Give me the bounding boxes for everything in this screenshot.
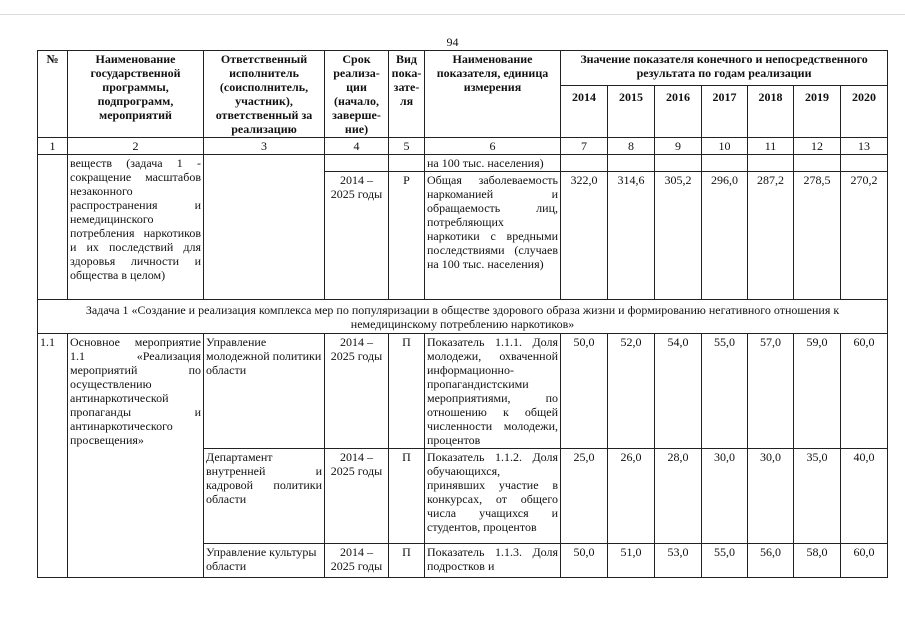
value-cell: 270,2: [841, 172, 888, 300]
executor-cell: Управление молодежной политики области: [204, 334, 325, 449]
column-number-row: [38, 138, 888, 155]
value-cell: 57,0: [748, 334, 794, 449]
column-number: 9: [655, 138, 702, 155]
measure-num: 1.1: [38, 334, 68, 578]
column-number: 5: [389, 138, 425, 155]
column-number: 8: [608, 138, 655, 155]
value-cell: 296,0: [702, 172, 748, 300]
header-term: Срок реализа-ции (начало, заверше-ние): [325, 51, 389, 138]
indicator-cell: Показатель 1.1.1. Доля молодежи, охваченной информационно-пропагандистскими мероприятиями, по отношению к общей численности молодежи, процентов: [425, 334, 561, 449]
value-cell: 30,0: [702, 449, 748, 544]
value-cell: 52,0: [608, 334, 655, 449]
continued-program-name: веществ (задача 1 - сокращение масштабов незаконного распространения и немедицинского потребления наркотиков и их последствий для здоровья личности и общества в целом): [68, 155, 204, 300]
executor-cell: Департамент внутренней и кадровой политики области: [204, 449, 325, 544]
column-number: 12: [794, 138, 841, 155]
value-cell: 50,0: [561, 334, 608, 449]
task-row: [38, 300, 888, 334]
measure-name: Основное мероприятие 1.1 «Реализация мероприятий по осуществлению антинаркотической пропаганды и антинаркотического просвещения»: [68, 334, 204, 578]
header-kind: Вид пока-зате-ля: [389, 51, 425, 138]
header-num: №: [38, 51, 68, 138]
value-cell: 51,0: [608, 544, 655, 578]
column-number: 1: [38, 138, 68, 155]
value-cell: 50,0: [561, 544, 608, 578]
value-cell: 59,0: [794, 334, 841, 449]
value-cell: 314,6: [608, 172, 655, 300]
term-cell: 2014 – 2025 годы: [325, 449, 389, 544]
continued-row-tail: [38, 155, 888, 172]
measure-row: [38, 334, 888, 449]
header-executor: Ответственный исполнитель (соисполнитель, участник), ответственный за реализацию: [204, 51, 325, 138]
column-number: 10: [702, 138, 748, 155]
value-cell: 278,5: [794, 172, 841, 300]
value-cell: 322,0: [561, 172, 608, 300]
value-cell: 55,0: [702, 544, 748, 578]
value-cell: 287,2: [748, 172, 794, 300]
task-title: Задача 1 «Создание и реализация комплекса мер по популяризации в обществе здорового образа жизни и формированию негативного отношения к немедицинскому потреблению наркотиков»: [38, 300, 888, 334]
header-year: 2015: [608, 86, 655, 138]
term-cell: 2014 – 2025 годы: [325, 172, 389, 300]
header-year: 2019: [794, 86, 841, 138]
value-cell: 58,0: [794, 544, 841, 578]
value-cell: 26,0: [608, 449, 655, 544]
value-cell: 60,0: [841, 544, 888, 578]
value-cell: 55,0: [702, 334, 748, 449]
value-cell: 28,0: [655, 449, 702, 544]
page-number: 94: [446, 35, 459, 49]
header-year: 2017: [702, 86, 748, 138]
value-cell: 40,0: [841, 449, 888, 544]
indicator-cell: Показатель 1.1.2. Доля обучающихся, принявших участие в конкурсах, от общего числа учащихся и студентов, процентов: [425, 449, 561, 544]
column-number: 13: [841, 138, 888, 155]
header-year: 2016: [655, 86, 702, 138]
header-name: Наименование государственной программы, подпрограмм, мероприятий: [68, 51, 204, 138]
column-number: 6: [425, 138, 561, 155]
scan-edge-line: [0, 14, 905, 15]
term-cell: 2014 – 2025 годы: [325, 334, 389, 449]
header-row: [38, 51, 888, 86]
kind-cell: Р: [389, 172, 425, 300]
indicator-cell: Общая заболеваемость наркоманией и обращаемость лиц, потребляющих наркотики с вредными последствиями (случаев на 100 тыс. населения): [425, 172, 561, 300]
header-year: 2018: [748, 86, 794, 138]
indicator-cell: Показатель 1.1.3. Доля подростков и: [425, 544, 561, 578]
value-cell: 35,0: [794, 449, 841, 544]
term-cell: 2014 – 2025 годы: [325, 544, 389, 578]
column-number: 7: [561, 138, 608, 155]
value-cell: 53,0: [655, 544, 702, 578]
column-number: 4: [325, 138, 389, 155]
header-year: 2020: [841, 86, 888, 138]
value-cell: 54,0: [655, 334, 702, 449]
value-cell: 56,0: [748, 544, 794, 578]
header-year: 2014: [561, 86, 608, 138]
value-cell: 60,0: [841, 334, 888, 449]
header-indicator: Наименование показателя, единица измерения: [425, 51, 561, 138]
executor-cell: Управление культуры области: [204, 544, 325, 578]
kind-cell: П: [389, 544, 425, 578]
column-number: 3: [204, 138, 325, 155]
kind-cell: П: [389, 334, 425, 449]
column-number: 2: [68, 138, 204, 155]
indicators-table: [37, 50, 888, 578]
value-cell: 305,2: [655, 172, 702, 300]
column-number: 11: [748, 138, 794, 155]
value-cell: 30,0: [748, 449, 794, 544]
header-values-group: Значение показателя конечного и непосредственного результата по годам реализации: [561, 51, 888, 86]
kind-cell: П: [389, 449, 425, 544]
prev-indicator-tail: на 100 тыс. населения): [425, 155, 561, 172]
value-cell: 25,0: [561, 449, 608, 544]
